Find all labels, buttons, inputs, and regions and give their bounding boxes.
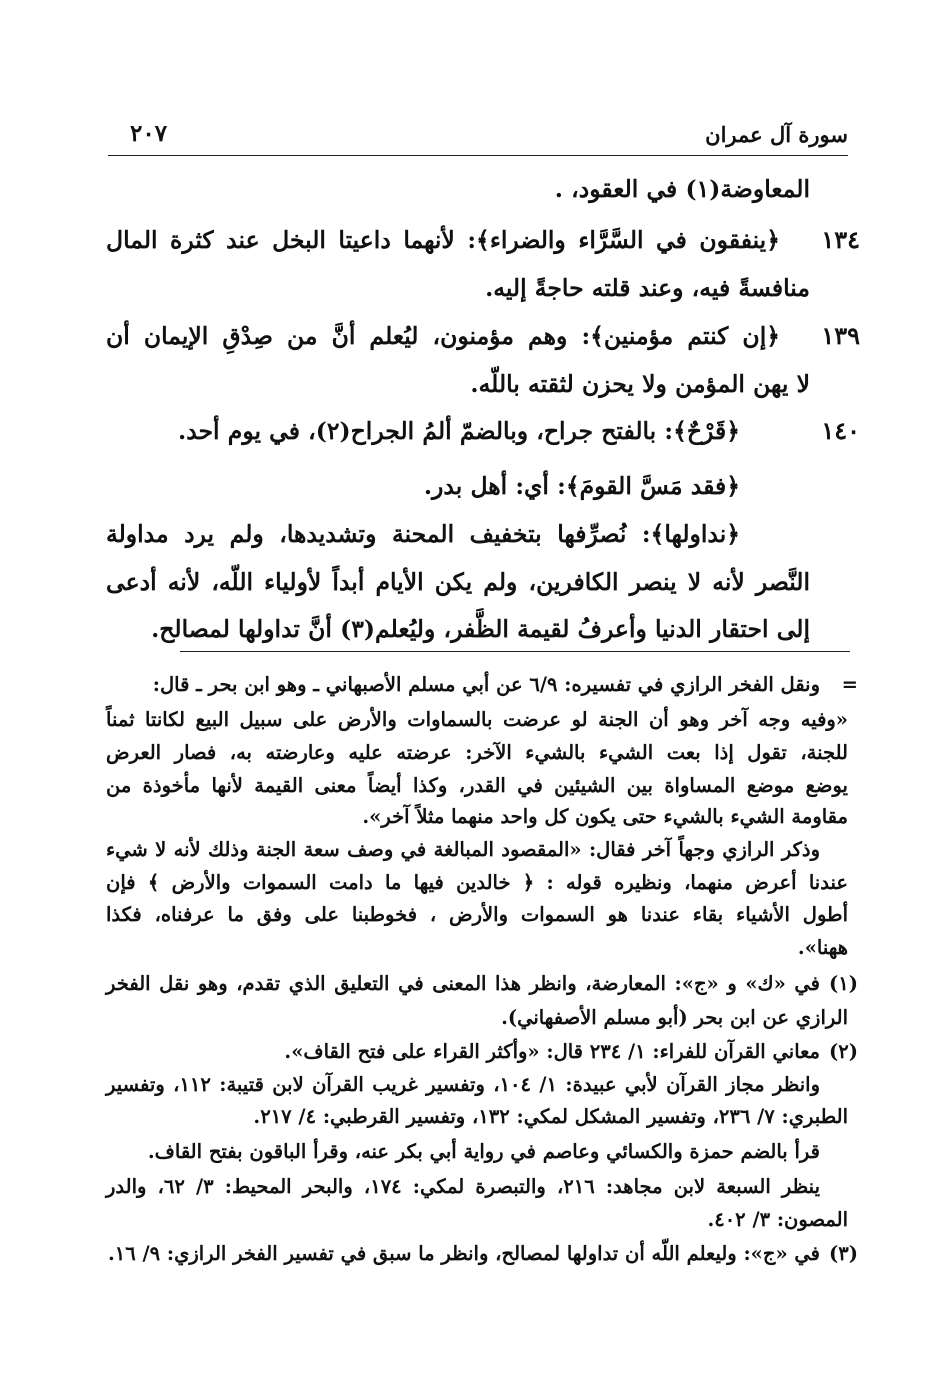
footnote-marker: (١): [829, 972, 858, 995]
continuation-marker: =: [841, 673, 858, 696]
footnote-line: ونقل الفخر الرازي في تفسيره: ٦/٩ عن أبي مسلم الأصبهاني ـ وهو ابن بحر ـ قال:: [152, 673, 820, 696]
footnote-marker: (٣): [829, 1242, 858, 1265]
footnote-line: مقاومة الشيء بالشيء حتى يكون كل واحد منهما مثلاً آخر».: [362, 805, 848, 828]
commentary-line: إلى احتقار الدنيا وأعرفُ لقيمة الظَّفر، وليُعلم(٣) أنَّ تداولها لمصالح.: [151, 615, 810, 643]
header-rule: [108, 155, 848, 156]
footnote-line: الطبري: ٧/ ٢٣٦، وتفسير المشكل لمكي: ١٣٢، وتفسير القرطبي: ٤/ ٢١٧.: [253, 1105, 848, 1128]
footnote-marker: (٢): [829, 1040, 858, 1063]
commentary-line: ﴿قَرْحٌ﴾: بالفتح جراح، وبالضمّ ألمُ الجراح(٢)، في يوم أحد.: [178, 417, 740, 445]
footnote-line: في «ك» و «ج»: المعارضة، وانظر هذا المعنى في التعليق الذي تقدم، وهو نقل الفخر: [106, 972, 820, 995]
commentary-line: ﴿إن كنتم مؤمنين﴾: وهم مؤمنون، ليُعلم أنَّ من صِدْقِ الإيمان أن: [106, 322, 780, 350]
commentary-line: ﴿ينفقون في السَّرَّاء والضراء﴾: لأنهما داعيتا البخل عند كثرة المال: [106, 226, 780, 254]
footnote-line: وذكر الرازي وجهاً آخر فقال: «المقصود المبالغة في وصف سعة الجنة وذلك لأنه لا شيء: [106, 838, 820, 861]
footnote-line: الرازي عن ابن بحر (أبو مسلم الأصفهاني).: [501, 1006, 848, 1029]
footnote-line: في «ج»: وليعلم اللّه أن تداولها لمصالح، وانظر ما سبق في تفسير الفخر الرازي: ٩/ ١٦.: [107, 1242, 820, 1265]
footnote-line: المصون: ٣/ ٤٠٢.: [707, 1208, 848, 1231]
footnote-line: ههنا».: [797, 936, 848, 959]
footnote-line: أطول الأشياء بقاء عندنا هو السموات والأرض ، فخوطبنا على وفق ما عرفناه، فكذا: [106, 903, 848, 926]
page-number: ٢٠٧: [130, 120, 168, 147]
commentary-line: المعاوضة(١) في العقود، .: [554, 175, 810, 203]
footnote-line: وانظر مجاز القرآن لأبي عبيدة: ١/ ١٠٤، وتفسير غريب القرآن لابن قتيبة: ١١٢، وتفسير: [106, 1073, 820, 1096]
commentary-line: لا يهن المؤمن ولا يحزن لثقته باللّه.: [470, 370, 810, 398]
footnote-rule: [180, 651, 850, 652]
verse-number: ١٤٠: [821, 416, 860, 445]
commentary-line: النَّصر لأنه لا ينصر الكافرين، ولم يكن الأيام أبداً لأولياء اللّه، لأنه أدعى: [106, 568, 810, 596]
footnote-line: للجنة، تقول إذا بعت الشيء بالشيء الآخر: عرضته عليه وعارضته به، فصار العرض: [106, 741, 848, 764]
verse-number: ١٣٤: [821, 225, 860, 254]
footnote-line: ينظر السبعة لابن مجاهد: ٢١٦، والتبصرة لمكي: ١٧٤، والبحر المحيط: ٣/ ٦٢، والدر: [106, 1175, 820, 1198]
commentary-line: ﴿نداولها﴾: نُصرِّفها بتخفيف المحنة وتشديدها، ولم يرد مداولة: [106, 520, 740, 548]
running-header: [108, 118, 848, 158]
footnote-line: «وفيه وجه آخر وهو أن الجنة لو عرضت بالسماوات والأرض على سبيل البيع لكانتا ثمناً: [106, 708, 848, 731]
footnote-line: قرأ بالضم حمزة والكسائي وعاصم في رواية أبي بكر عنه، وقرأ الباقون بفتح القاف.: [147, 1140, 820, 1163]
surah-title: سورة آل عمران: [705, 122, 848, 147]
commentary-line: ﴿فقد مَسَّ القومَ﴾: أي: أهل بدر.: [423, 472, 740, 500]
verse-number: ١٣٩: [821, 321, 860, 350]
footnote-line: معاني القرآن للفراء: ١/ ٢٣٤ قال: «وأكثر القراء على فتح القاف».: [284, 1040, 820, 1063]
footnote-line: عندنا أعرض منهما، ونظيره قوله : ﴿ خالدين فيها ما دامت السموات والأرض ﴾ فإن: [106, 871, 848, 894]
commentary-line: منافسةً فيه، وعند قلته حاجةً إليه.: [485, 274, 810, 302]
footnote-line: يوضع موضع المساواة بين الشيئين في القدر، وكذا أيضاً معنى القيمة لأنها مأخوذة من: [106, 774, 848, 797]
